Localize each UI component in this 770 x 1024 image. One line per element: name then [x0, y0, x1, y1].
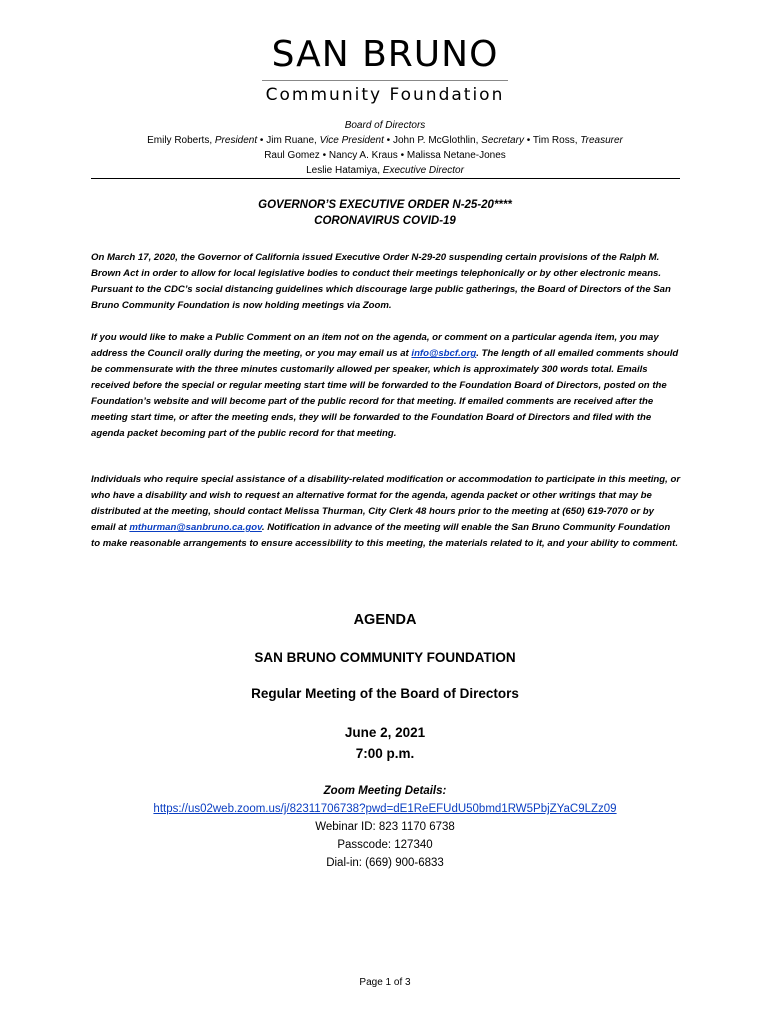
- paragraph-public-comment: [91, 330, 681, 442]
- officer-name: Jim Ruane,: [266, 135, 317, 146]
- zoom-details: [0, 782, 770, 872]
- clerk-email-link[interactable]: mthurman@sanbruno.ca.gov: [129, 522, 262, 533]
- executive-order-heading: [0, 197, 770, 229]
- agenda-title: AGENDA: [353, 612, 417, 628]
- meeting-time: 7:00 p.m.: [355, 746, 415, 761]
- meeting-type: Regular Meeting of the Board of Directors: [251, 686, 519, 701]
- paragraph-text: . Notification in advance of the meeting will enable the San Bruno Community Foundation to make reasonable arrangements to ensure accessibility to this meeting, the materials related to it, and your ability to comment.: [91, 522, 678, 549]
- passcode: Passcode: 127340: [337, 839, 433, 851]
- info-email-link[interactable]: info@sbcf.org: [411, 348, 477, 359]
- paragraph-text: . The length of all emailed comments should be commensurate with the three minutes customarily allowed per speaker, which is approximately 300 words total. Emails received before the special or regular meeting start time will be forwarded to the Foundation Board of Directors, posted on the Foundation’s website and will become part of the public record for that meeting. If emailed comments are received after the meeting start time, or after the meeting ends, they will be forwarded to the Foundation Board of Directors and filed with the agenda packet becoming part of the public record for that meeting.: [91, 348, 679, 439]
- bullet: •: [386, 135, 391, 146]
- zoom-details-title: Zoom Meeting Details:: [323, 785, 447, 797]
- bullet: •: [322, 150, 327, 161]
- board-officers-line: [0, 133, 770, 148]
- director-role: Executive Director: [382, 165, 464, 176]
- paragraph-zoom-notice: On March 17, 2020, the Governor of California issued Executive Order N-29-20 suspending certain provisions of the Ralph M. Brown Act in order to allow for local legislative bodies to conduct their meetings telephonically or by other electronic means. Pursuant to the CDC’s social distancing guidelines which discourage large public gatherings, the Board of Directors of the San Bruno Community Foundation is now holding meetings via Zoom.: [91, 252, 671, 311]
- bullet: •: [526, 135, 531, 146]
- officer-role: Secretary: [481, 135, 524, 146]
- zoom-meeting-link[interactable]: https://us02web.zoom.us/j/82311706738?pwd=dE1ReEFUdU50bmd1RW5PbjZYaC9LZz09: [153, 803, 617, 815]
- page-number: Page 1 of 3: [359, 977, 411, 988]
- logo-subtitle: Community Foundation: [265, 85, 505, 105]
- organization-name: SAN BRUNO COMMUNITY FOUNDATION: [254, 650, 516, 665]
- logo-title: SAN BRUNO: [271, 34, 499, 75]
- bullet: •: [400, 150, 405, 161]
- officer-name: John P. McGlothlin,: [392, 135, 479, 146]
- paragraph-text: If you would like to make a Public Comment on an item not on the agenda, or comment on a particular agenda item, you may address the Council orally during the meeting, or you may email us at: [91, 332, 659, 359]
- officer-name: Emily Roberts,: [147, 135, 213, 146]
- paragraph-accessibility: [91, 472, 681, 552]
- header-divider: [91, 178, 680, 179]
- board-of-directors: [0, 118, 770, 178]
- executive-order-subtitle: CORONAVIRUS COVID-19: [314, 215, 456, 227]
- foundation-logo: [0, 34, 770, 106]
- member-name: Nancy A. Kraus: [328, 150, 398, 161]
- executive-director-line: [0, 163, 770, 178]
- director-name: Leslie Hatamiya,: [306, 165, 380, 176]
- paragraph-text: Individuals who require special assistance of a disability-related modification or accommodation to participate in this meeting, or who have a disability and wish to request an alternative format for the agenda, agenda packet or other writings that may be distributed at the meeting, should contact Melissa Thurman, City Clerk 48 hours prior to the meeting at (650) 619-7070 or by email at: [91, 474, 681, 533]
- dial-in-number: Dial-in: (669) 900-6833: [326, 857, 444, 869]
- bullet: •: [259, 135, 264, 146]
- board-members-line: [0, 148, 770, 163]
- officer-name: Tim Ross,: [532, 135, 578, 146]
- officer-role: Treasurer: [580, 135, 623, 146]
- officer-role: President: [214, 135, 258, 146]
- webinar-id: Webinar ID: 823 1170 6738: [315, 821, 455, 833]
- board-heading: Board of Directors: [344, 120, 426, 131]
- officer-role: Vice President: [319, 135, 384, 146]
- meeting-datetime: [0, 722, 770, 764]
- logo-divider: [262, 80, 508, 81]
- member-name: Malissa Netane-Jones: [406, 150, 506, 161]
- meeting-date: June 2, 2021: [344, 725, 426, 740]
- member-name: Raul Gomez: [264, 150, 320, 161]
- executive-order-title: GOVERNOR’S EXECUTIVE ORDER N-25-20****: [258, 199, 512, 211]
